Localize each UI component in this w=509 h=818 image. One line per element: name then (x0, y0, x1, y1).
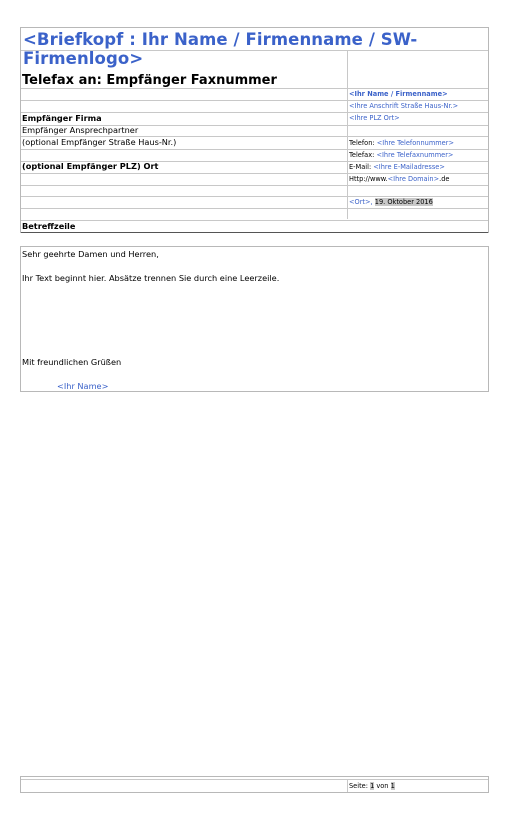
page-footer (20, 776, 489, 793)
web-suffix: .de (439, 175, 450, 183)
letter-body[interactable] (20, 246, 489, 392)
table-row-divider (21, 50, 488, 51)
table-row-divider (21, 185, 488, 186)
place-date (349, 197, 433, 207)
sender-phone (349, 138, 454, 148)
page-label: Seite: (349, 782, 368, 790)
email-value[interactable]: <Ihre E-Mailadresse> (373, 163, 445, 171)
letterhead-title[interactable]: <Briefkopf : Ihr Name / Firmenname / SW-Firmenlogo> (23, 30, 418, 68)
footer-divider (21, 779, 488, 780)
signature-name[interactable]: <Ihr Name> (57, 381, 109, 391)
place-field[interactable]: <Ort>, (349, 198, 373, 206)
date-field[interactable]: 19. Oktober 2016 (374, 198, 433, 206)
letterhead-table (20, 27, 489, 233)
closing[interactable]: Mit freundlichen Grüßen (22, 357, 122, 367)
footer-column-divider (347, 779, 348, 792)
web-domain[interactable]: <Ihre Domain> (387, 175, 440, 183)
page-total: 1 (390, 782, 395, 790)
email-label: E-Mail: (349, 163, 372, 171)
body-text[interactable]: Ihr Text beginnt hier. Absätze trennen Sie durch eine Leerzeile. (22, 273, 280, 283)
sender-email (349, 162, 445, 172)
recipient-contact[interactable]: Empfänger Ansprechpartner (22, 125, 139, 135)
web-prefix: Http://www. (349, 175, 388, 183)
fax-title[interactable]: Telefax an: Empfänger Faxnummer (22, 73, 277, 88)
sender-fax (349, 150, 453, 160)
sender-plz-ort[interactable]: <Ihre PLZ Ort> (349, 114, 400, 122)
page-number (349, 781, 395, 791)
table-row-divider (21, 232, 488, 233)
phone-label: Telefon: (349, 139, 375, 147)
page-current: 1 (370, 782, 375, 790)
sender-name[interactable]: <Ihr Name / Firmenname> (349, 90, 448, 98)
fax-label: Telefax: (349, 151, 375, 159)
sender-website (349, 174, 449, 184)
table-row-divider (21, 220, 488, 221)
sender-address[interactable]: <Ihre Anschrift Straße Haus-Nr.> (349, 102, 459, 110)
recipient-street[interactable]: (optional Empfänger Straße Haus-Nr.) (22, 137, 177, 147)
subject-line[interactable]: Betreffzeile (22, 221, 76, 231)
fax-value[interactable]: <Ihre Telefaxnummer> (376, 151, 454, 159)
recipient-company[interactable]: Empfänger Firma (22, 113, 102, 123)
page-of: von (376, 782, 389, 790)
table-row-divider (21, 208, 488, 209)
phone-value[interactable]: <Ihre Telefonnummer> (376, 139, 454, 147)
column-divider (347, 50, 348, 219)
recipient-city[interactable]: (optional Empfänger PLZ) Ort (22, 161, 159, 171)
salutation[interactable]: Sehr geehrte Damen und Herren, (22, 249, 159, 259)
